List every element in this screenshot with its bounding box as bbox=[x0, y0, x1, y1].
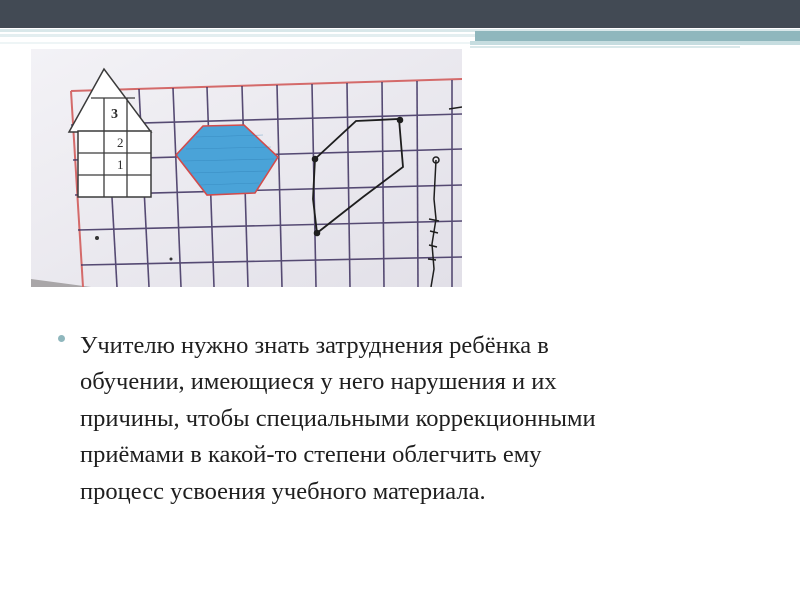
bullet-line-4: приёмами в какой-то степени облегчить ему bbox=[80, 441, 542, 469]
slide-top-bar bbox=[0, 0, 800, 28]
bullet-line-2: обучении, имеющиеся у него нарушения и их bbox=[80, 368, 557, 396]
bullet-line-3: причины, чтобы специальными коррекционными bbox=[80, 404, 596, 432]
bullet-paragraph bbox=[80, 328, 778, 510]
bullet-line-5: процесс усвоения учебного материала. bbox=[80, 477, 486, 505]
house-label-2: 2 bbox=[117, 135, 124, 150]
house-label-3: 3 bbox=[111, 107, 118, 122]
worksheet-drawing bbox=[31, 49, 462, 287]
bullet-list bbox=[58, 328, 778, 510]
worksheet-photo bbox=[31, 49, 462, 287]
bullet-dot bbox=[58, 335, 65, 342]
bullet-line-1: Учителю нужно знать затруднения ребёнка в bbox=[80, 332, 549, 359]
house-label-1: 1 bbox=[117, 157, 124, 172]
